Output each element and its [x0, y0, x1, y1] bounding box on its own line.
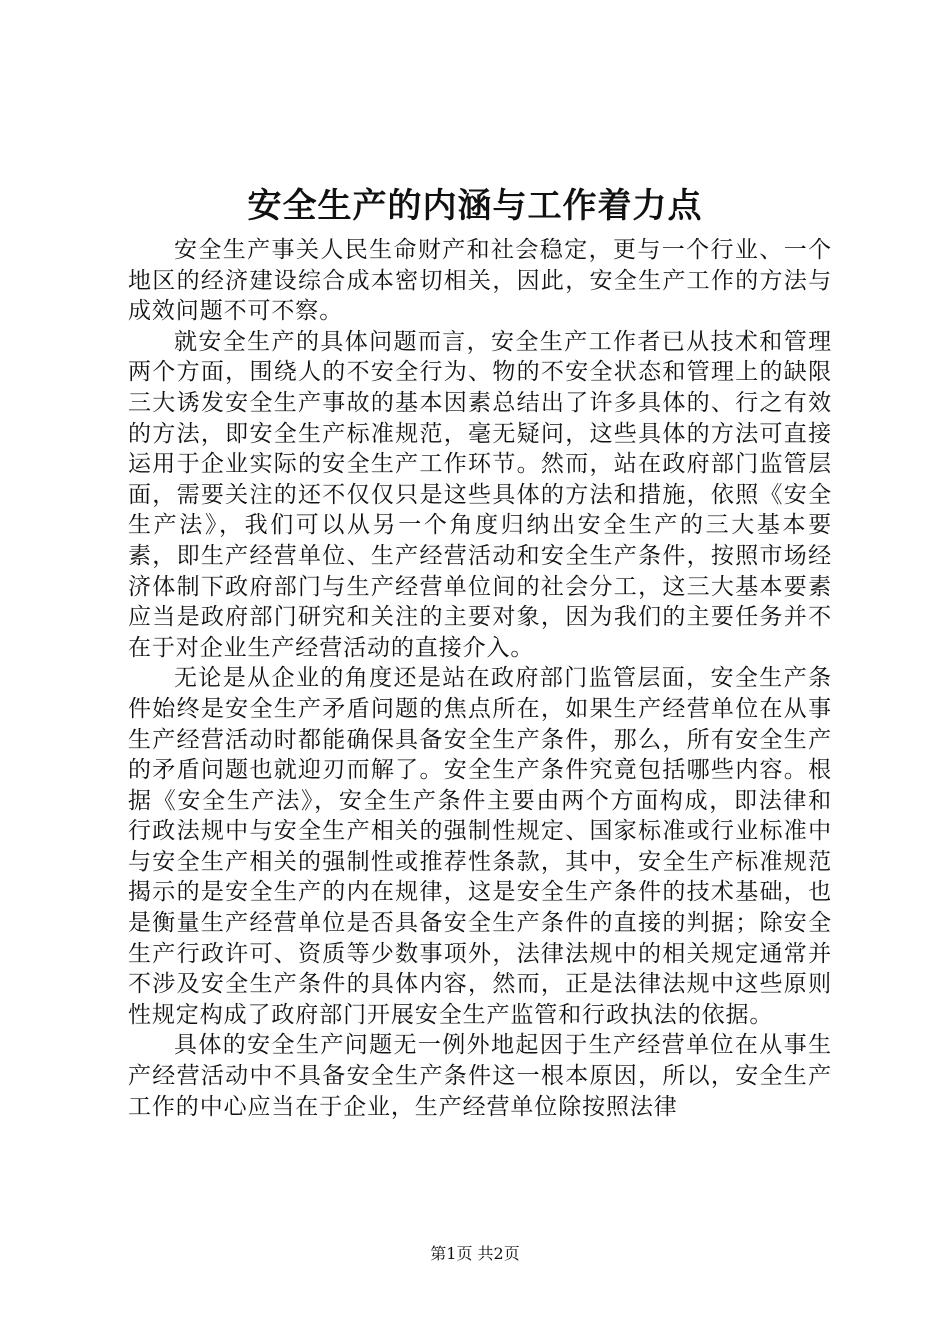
paragraph-1: 安全生产事关人民生命财产和社会稳定，更与一个行业、一个地区的经济建设综合成本密切相关，因此，安全生产工作的方法与成效问题不可不察。: [128, 237, 832, 325]
paragraph-2: 就安全生产的具体问题而言，安全生产工作者已从技术和管理两个方面，围绕人的不安全行为、物的不安全状态和管理上的缺限三大诱发安全生产事故的基本因素总结出了许多具体的、行之有效的方法，即安全生产标准规范，毫无疑问，这些具体的方法可直接运用于企业实际的安全生产工作环节。然而，站在政府部门监管层面，需要关注的还不仅仅只是这些具体的方法和措施，依照《安全生产法》，我们可以从另一个角度归纳出安全生产的三大基本要素，即生产经营单位、生产经营活动和安全生产条件，按照市场经济体制下政府部门与生产经营单位间的社会分工，这三大基本要素应当是政府部门研究和关注的主要对象，因为我们的主要任务并不在于对企业生产经营活动的直接介入。: [128, 328, 832, 661]
paragraph-3: 无论是从企业的角度还是站在政府部门监管层面，安全生产条件始终是安全生产矛盾问题的焦点所在，如果生产经营单位在从事生产经营活动时都能确保具备安全生产条件，那么，所有安全生产的矛盾问题也就迎刃而解了。安全生产条件究竟包括哪些内容。根据《安全生产法》，安全生产条件主要由两个方面构成，即法律和行政法规中与安全生产相关的强制性规定、国家标准或行业标准中与安全生产相关的强制性或推荐性条款，其中，安全生产标准规范揭示的是安全生产的内在规律，这是安全生产条件的技术基础，也是衡量生产经营单位是否具备安全生产条件的直接的判据；除安全生产行政许可、资质等少数事项外，法律法规中的相关规定通常并不涉及安全生产条件的具体内容，然而，正是法律法规中这些原则性规定构成了政府部门开展安全生产监管和行政执法的依据。: [128, 665, 832, 1028]
document-body: [128, 235, 832, 1122]
paragraph-4: 具体的安全生产问题无一例外地起因于生产经营单位在从事生产经营活动中不具备安全生产条件这一根本原因，所以，安全生产工作的中心应当在于企业，生产经营单位除按照法律: [128, 1032, 832, 1120]
page-number-footer: 第1页 共2页: [430, 1244, 520, 1263]
document-title: 安全生产的内涵与工作着力点: [247, 186, 703, 226]
